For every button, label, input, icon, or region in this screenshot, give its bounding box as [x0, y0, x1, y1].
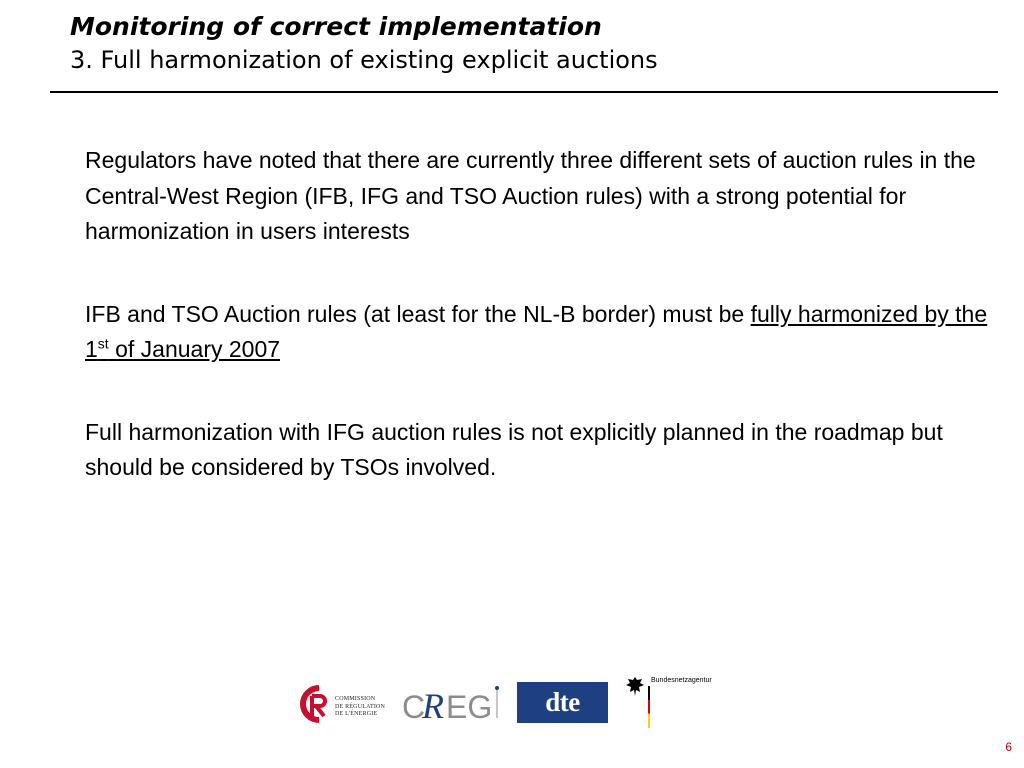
ordinal-suffix: st — [97, 335, 109, 352]
paragraph-2-lead: IFB and TSO Auction rules (at least for the NL-B border) must be — [85, 300, 751, 327]
paragraph-2-underlined-part2: of January 2007 — [108, 336, 281, 362]
bundesnetzagentur-logo — [625, 674, 735, 730]
paragraph-1: Regulators have noted that there are currently three different sets of auction rules in the Central-West Region (IFB, IFG and TSO Auction rules) with a strong potential for harmonization in users interests — [85, 147, 976, 244]
cre-line-2: DE RÉGULATION — [335, 703, 386, 710]
cre-logo — [297, 682, 387, 726]
logo-strip — [297, 674, 737, 734]
svg-text:R: R — [422, 686, 444, 726]
cre-emblem-icon — [297, 682, 333, 726]
bundesnetzagentur-wordmark: Bundesnetzagentur — [651, 677, 712, 684]
paragraph-3: Full harmonization with IFG auction rules is not explicitly planned in the roadmap but should be considered by TSOs involved. — [85, 418, 943, 480]
dte-wordmark: dte — [545, 687, 580, 717]
cre-line-1: COMMISSION — [335, 696, 376, 702]
svg-text:EG: EG — [446, 689, 493, 725]
page-number: 6 — [1005, 740, 1012, 754]
paragraph-2-underlined-part1: fully harmonized by the 1 — [85, 300, 988, 362]
cre-line-3: DE L'ÉNERGIE — [335, 711, 378, 717]
slide-subtitle: 3. Full harmonization of existing explicit auctions — [70, 46, 658, 74]
svg-text:C: C — [402, 689, 426, 725]
dte-logo — [517, 682, 608, 723]
title-block — [70, 10, 1004, 76]
creg-wordmark-icon — [402, 682, 502, 726]
paragraph-2 — [85, 297, 995, 368]
federal-eagle-icon — [625, 676, 645, 698]
creg-logo — [402, 682, 502, 726]
title-divider — [50, 91, 998, 93]
slide-content — [85, 143, 995, 533]
slide-title: Monitoring of correct implementation — [70, 12, 602, 41]
cre-wordmark — [335, 696, 385, 719]
german-flag-stripe — [648, 686, 650, 728]
